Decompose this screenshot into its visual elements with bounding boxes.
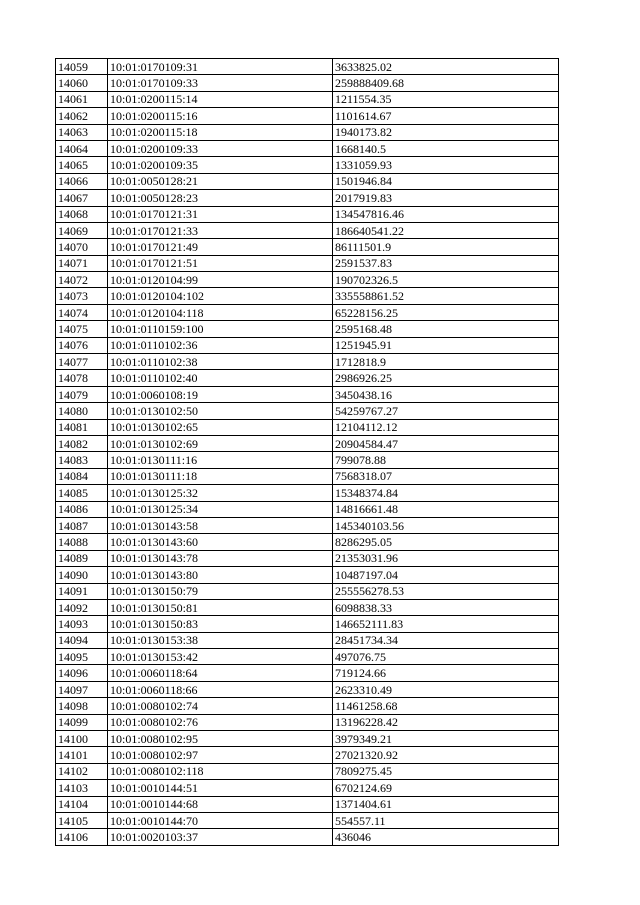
- value-cell: 3979349.21: [333, 731, 559, 747]
- table-row: [56, 108, 559, 124]
- table-row: [56, 255, 559, 271]
- cadastral-number-cell: 10:01:0110102:40: [108, 370, 333, 386]
- table-row: [56, 649, 559, 665]
- table-row: [56, 157, 559, 173]
- table-row: [56, 304, 559, 320]
- table-row: [56, 337, 559, 353]
- cadastral-number-cell: 10:01:0110102:38: [108, 354, 333, 370]
- table-row: [56, 583, 559, 599]
- cadastral-number-cell: 10:01:0060108:19: [108, 386, 333, 402]
- table-row: [56, 780, 559, 796]
- row-number-cell: 14097: [56, 681, 108, 697]
- value-cell: 1712818.9: [333, 354, 559, 370]
- cadastral-number-cell: 10:01:0110159:100: [108, 321, 333, 337]
- table-row: [56, 272, 559, 288]
- value-cell: 436046: [333, 829, 559, 845]
- row-number-cell: 14104: [56, 796, 108, 812]
- cadastral-number-cell: 10:01:0130150:79: [108, 583, 333, 599]
- cadastral-number-cell: 10:01:0130153:42: [108, 649, 333, 665]
- cadastral-number-cell: 10:01:0170121:33: [108, 222, 333, 238]
- table-body: [56, 59, 559, 846]
- row-number-cell: 14077: [56, 354, 108, 370]
- cadastral-number-cell: 10:01:0050128:23: [108, 190, 333, 206]
- table-row: [56, 698, 559, 714]
- value-cell: 27021320.92: [333, 747, 559, 763]
- cadastral-number-cell: 10:01:0110102:36: [108, 337, 333, 353]
- table-row: [56, 747, 559, 763]
- table-row: [56, 829, 559, 845]
- table-row: [56, 239, 559, 255]
- row-number-cell: 14079: [56, 386, 108, 402]
- value-cell: 3633825.02: [333, 59, 559, 75]
- table-row: [56, 534, 559, 550]
- value-cell: 1101614.67: [333, 108, 559, 124]
- value-cell: 54259767.27: [333, 403, 559, 419]
- value-cell: 2017919.83: [333, 190, 559, 206]
- cadastral-number-cell: 10:01:0130143:60: [108, 534, 333, 550]
- row-number-cell: 14099: [56, 714, 108, 730]
- table-row: [56, 140, 559, 156]
- value-cell: 14816661.48: [333, 501, 559, 517]
- value-cell: 799078.88: [333, 452, 559, 468]
- table-row: [56, 468, 559, 484]
- row-number-cell: 14073: [56, 288, 108, 304]
- value-cell: 2591537.83: [333, 255, 559, 271]
- value-cell: 259888409.68: [333, 75, 559, 91]
- value-cell: 2986926.25: [333, 370, 559, 386]
- cadastral-number-cell: 10:01:0200115:18: [108, 124, 333, 140]
- table-row: [56, 403, 559, 419]
- value-cell: 1668140.5: [333, 140, 559, 156]
- cadastral-number-cell: 10:01:0130111:18: [108, 468, 333, 484]
- cadastral-number-cell: 10:01:0130143:78: [108, 550, 333, 566]
- table-row: [56, 567, 559, 583]
- value-cell: 8286295.05: [333, 534, 559, 550]
- cadastral-number-cell: 10:01:0130102:65: [108, 419, 333, 435]
- value-cell: 6098838.33: [333, 599, 559, 615]
- cadastral-number-cell: 10:01:0170109:31: [108, 59, 333, 75]
- value-cell: 15348374.84: [333, 485, 559, 501]
- cadastral-number-cell: 10:01:0130153:38: [108, 632, 333, 648]
- table-row: [56, 435, 559, 451]
- row-number-cell: 14070: [56, 239, 108, 255]
- row-number-cell: 14067: [56, 190, 108, 206]
- cadastral-number-cell: 10:01:0120104:118: [108, 304, 333, 320]
- table-row: [56, 681, 559, 697]
- row-number-cell: 14087: [56, 517, 108, 533]
- row-number-cell: 14098: [56, 698, 108, 714]
- row-number-cell: 14095: [56, 649, 108, 665]
- row-number-cell: 14088: [56, 534, 108, 550]
- row-number-cell: 14085: [56, 485, 108, 501]
- value-cell: 86111501.9: [333, 239, 559, 255]
- value-cell: 146652111.83: [333, 616, 559, 632]
- value-cell: 21353031.96: [333, 550, 559, 566]
- value-cell: 335558861.52: [333, 288, 559, 304]
- value-cell: 28451734.34: [333, 632, 559, 648]
- value-cell: 10487197.04: [333, 567, 559, 583]
- value-cell: 12104112.12: [333, 419, 559, 435]
- cadastral-number-cell: 10:01:0200115:14: [108, 91, 333, 107]
- table-row: [56, 616, 559, 632]
- cadastral-number-cell: 10:01:0080102:74: [108, 698, 333, 714]
- table-row: [56, 731, 559, 747]
- value-cell: 7568318.07: [333, 468, 559, 484]
- row-number-cell: 14065: [56, 157, 108, 173]
- cadastral-number-cell: 10:01:0200109:33: [108, 140, 333, 156]
- cadastral-number-cell: 10:01:0020103:37: [108, 829, 333, 845]
- row-number-cell: 14078: [56, 370, 108, 386]
- row-number-cell: 14092: [56, 599, 108, 615]
- table-row: [56, 206, 559, 222]
- row-number-cell: 14081: [56, 419, 108, 435]
- table-row: [56, 370, 559, 386]
- value-cell: 1331059.93: [333, 157, 559, 173]
- value-cell: 6702124.69: [333, 780, 559, 796]
- value-cell: 554557.11: [333, 812, 559, 828]
- table-row: [56, 812, 559, 828]
- row-number-cell: 14080: [56, 403, 108, 419]
- cadastral-number-cell: 10:01:0080102:118: [108, 763, 333, 779]
- row-number-cell: 14100: [56, 731, 108, 747]
- cadastral-number-cell: 10:01:0060118:66: [108, 681, 333, 697]
- cadastral-number-cell: 10:01:0130150:83: [108, 616, 333, 632]
- row-number-cell: 14071: [56, 255, 108, 271]
- row-number-cell: 14059: [56, 59, 108, 75]
- row-number-cell: 14093: [56, 616, 108, 632]
- cadastral-number-cell: 10:01:0130111:16: [108, 452, 333, 468]
- table-row: [56, 124, 559, 140]
- value-cell: 1371404.61: [333, 796, 559, 812]
- table-row: [56, 91, 559, 107]
- row-number-cell: 14069: [56, 222, 108, 238]
- table-row: [56, 452, 559, 468]
- cadastral-number-cell: 10:01:0170121:31: [108, 206, 333, 222]
- table-row: [56, 763, 559, 779]
- value-cell: 145340103.56: [333, 517, 559, 533]
- row-number-cell: 14075: [56, 321, 108, 337]
- cadastral-number-cell: 10:01:0130143:58: [108, 517, 333, 533]
- value-cell: 719124.66: [333, 665, 559, 681]
- row-number-cell: 14068: [56, 206, 108, 222]
- row-number-cell: 14086: [56, 501, 108, 517]
- cadastral-number-cell: 10:01:0200115:16: [108, 108, 333, 124]
- value-cell: 190702326.5: [333, 272, 559, 288]
- value-cell: 1211554.35: [333, 91, 559, 107]
- cadastral-number-cell: 10:01:0130125:34: [108, 501, 333, 517]
- row-number-cell: 14091: [56, 583, 108, 599]
- table-row: [56, 190, 559, 206]
- value-cell: 134547816.46: [333, 206, 559, 222]
- table-row: [56, 485, 559, 501]
- cadastral-number-cell: 10:01:0130102:69: [108, 435, 333, 451]
- table-row: [56, 632, 559, 648]
- cadastral-number-cell: 10:01:0080102:76: [108, 714, 333, 730]
- row-number-cell: 14063: [56, 124, 108, 140]
- value-cell: 255556278.53: [333, 583, 559, 599]
- value-cell: 13196228.42: [333, 714, 559, 730]
- row-number-cell: 14074: [56, 304, 108, 320]
- cadastral-number-cell: 10:01:0130150:81: [108, 599, 333, 615]
- row-number-cell: 14102: [56, 763, 108, 779]
- row-number-cell: 14072: [56, 272, 108, 288]
- cadastral-number-cell: 10:01:0080102:97: [108, 747, 333, 763]
- cadastral-number-cell: 10:01:0200109:35: [108, 157, 333, 173]
- row-number-cell: 14096: [56, 665, 108, 681]
- table-row: [56, 386, 559, 402]
- row-number-cell: 14094: [56, 632, 108, 648]
- value-cell: 1940173.82: [333, 124, 559, 140]
- row-number-cell: 14060: [56, 75, 108, 91]
- table-row: [56, 419, 559, 435]
- row-number-cell: 14082: [56, 435, 108, 451]
- row-number-cell: 14101: [56, 747, 108, 763]
- cadastral-number-cell: 10:01:0060118:64: [108, 665, 333, 681]
- value-cell: 7809275.45: [333, 763, 559, 779]
- cadastral-number-cell: 10:01:0120104:99: [108, 272, 333, 288]
- value-cell: 1251945.91: [333, 337, 559, 353]
- value-cell: 497076.75: [333, 649, 559, 665]
- row-number-cell: 14106: [56, 829, 108, 845]
- table-row: [56, 714, 559, 730]
- table-row: [56, 59, 559, 75]
- table-row: [56, 222, 559, 238]
- data-table: [55, 58, 559, 846]
- value-cell: 1501946.84: [333, 173, 559, 189]
- row-number-cell: 14084: [56, 468, 108, 484]
- value-cell: 65228156.25: [333, 304, 559, 320]
- cadastral-number-cell: 10:01:0120104:102: [108, 288, 333, 304]
- cadastral-number-cell: 10:01:0170121:51: [108, 255, 333, 271]
- cadastral-number-cell: 10:01:0010144:51: [108, 780, 333, 796]
- table-row: [56, 173, 559, 189]
- row-number-cell: 14076: [56, 337, 108, 353]
- row-number-cell: 14089: [56, 550, 108, 566]
- cadastral-number-cell: 10:01:0130143:80: [108, 567, 333, 583]
- row-number-cell: 14103: [56, 780, 108, 796]
- value-cell: 3450438.16: [333, 386, 559, 402]
- table-row: [56, 517, 559, 533]
- table-row: [56, 288, 559, 304]
- row-number-cell: 14090: [56, 567, 108, 583]
- cadastral-number-cell: 10:01:0170109:33: [108, 75, 333, 91]
- value-cell: 2623310.49: [333, 681, 559, 697]
- table-row: [56, 75, 559, 91]
- cadastral-number-cell: 10:01:0130125:32: [108, 485, 333, 501]
- row-number-cell: 14066: [56, 173, 108, 189]
- table-row: [56, 599, 559, 615]
- cadastral-number-cell: 10:01:0130102:50: [108, 403, 333, 419]
- row-number-cell: 14061: [56, 91, 108, 107]
- row-number-cell: 14064: [56, 140, 108, 156]
- table-row: [56, 354, 559, 370]
- cadastral-number-cell: 10:01:0170121:49: [108, 239, 333, 255]
- cadastral-number-cell: 10:01:0050128:21: [108, 173, 333, 189]
- table-row: [56, 321, 559, 337]
- row-number-cell: 14062: [56, 108, 108, 124]
- cadastral-number-cell: 10:01:0080102:95: [108, 731, 333, 747]
- table-row: [56, 550, 559, 566]
- value-cell: 2595168.48: [333, 321, 559, 337]
- cadastral-number-cell: 10:01:0010144:68: [108, 796, 333, 812]
- row-number-cell: 14083: [56, 452, 108, 468]
- table-row: [56, 796, 559, 812]
- table-row: [56, 665, 559, 681]
- table-row: [56, 501, 559, 517]
- row-number-cell: 14105: [56, 812, 108, 828]
- value-cell: 11461258.68: [333, 698, 559, 714]
- value-cell: 20904584.47: [333, 435, 559, 451]
- value-cell: 186640541.22: [333, 222, 559, 238]
- cadastral-number-cell: 10:01:0010144:70: [108, 812, 333, 828]
